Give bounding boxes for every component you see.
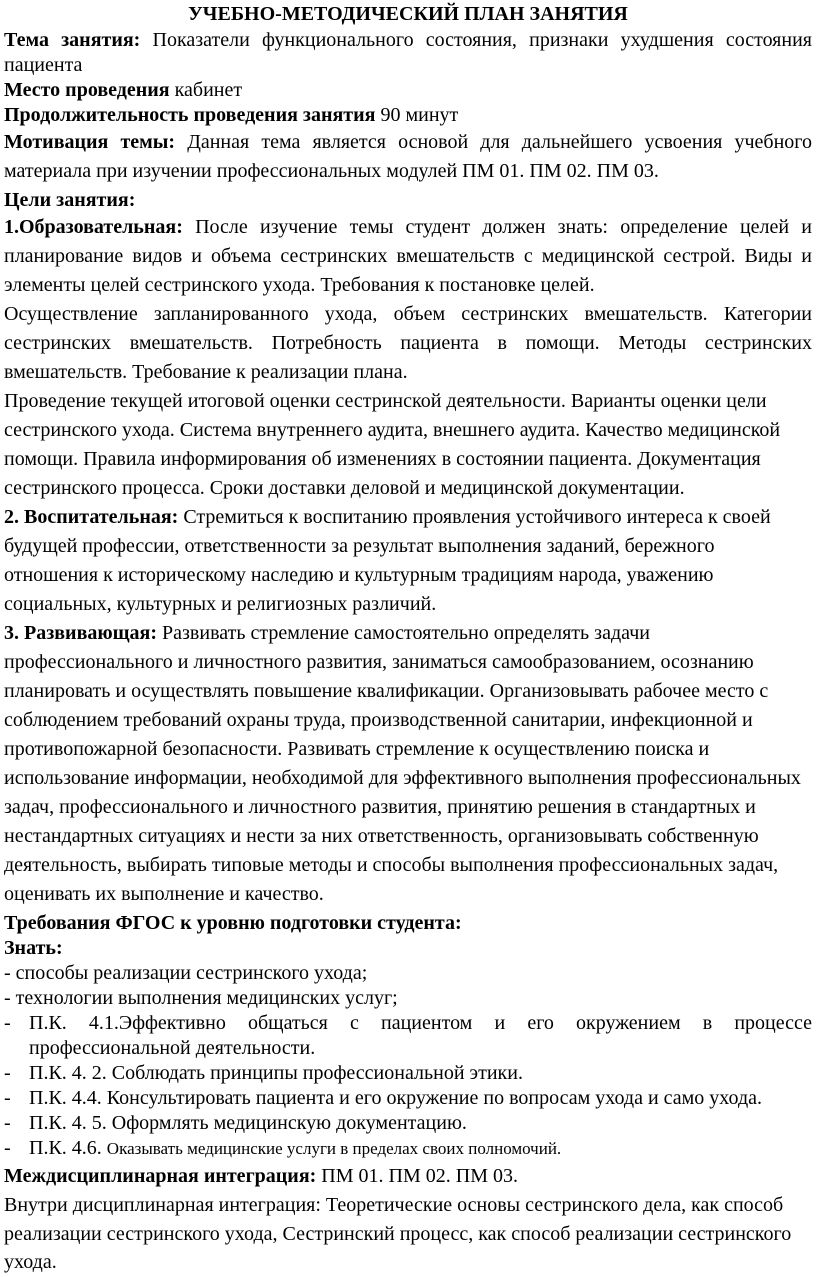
goals-heading: Цели занятия: (4, 189, 136, 211)
upbringing-value: Стремиться к воспитанию проявления устойчивого интереса к своей будущей профессии, ответственности за результат выполнения заданий, бережного отношения к историческому наследию и культурным традициям народа, уважению социальных, культурных и религиозных различий. (4, 506, 771, 615)
list-marker: - (4, 1137, 11, 1159)
competency-item (4, 1086, 812, 1111)
competency-text: П.К. 4.6. (29, 1137, 107, 1159)
motivation-paragraph (4, 128, 812, 186)
competency-text: П.К. 4.1.Эффективно общаться с пациентом и его окружением в процессе профессиональной деятельности. (29, 1012, 812, 1059)
developing-label: 3. Развивающая: (4, 622, 158, 644)
duration-paragraph (4, 103, 812, 128)
know-item: - способы реализации сестринского ухода; (4, 962, 368, 984)
competency-text: П.К. 4.4. Консультировать пациента и его окружение по вопросам ухода и само ухода. (29, 1087, 763, 1109)
educational-paragraph (4, 213, 812, 300)
competency-item (4, 1136, 812, 1161)
intradisciplinary-paragraph: Внутри дисциплинарная интеграция: Теоретические основы сестринского дела, как способ реализации сестринского ухода, Сестринский процесс, как способ реализации сестринского ухода. (4, 1194, 792, 1273)
competency-item (4, 1011, 812, 1061)
educational-paragraph-2: Осуществление запланированного ухода, объем сестринских вмешательств. Категории сестринских вмешательств. Потребность пациента в помощи. Методы сестринских вмешательств. Требование к реализации плана. (4, 303, 812, 383)
interdisciplinary-paragraph (4, 1164, 812, 1189)
upbringing-label: 2. Воспитательная: (4, 506, 179, 528)
competency-item (4, 1061, 812, 1086)
competency-text-small: Оказывать медицинские услуги в пределах своих полномочий. (106, 1139, 562, 1158)
know-heading: Знать: (4, 937, 63, 959)
list-marker: - (4, 1112, 11, 1134)
duration-value: 90 минут (375, 104, 459, 126)
topic-label: Тема занятия: (4, 29, 141, 51)
competency-list (4, 1011, 812, 1161)
place-label: Место проведения (4, 79, 170, 101)
developing-value: Развивать стремление самостоятельно определять задачи профессионального и личностного развития, заниматься самообразованием, осознанию планировать и осуществлять повышение квалификации. Организовывать рабочее место с соблюдением требований охраны труда, производственной санитарии, инфекционной и противопожарной безопасности. Развивать стремление к осуществлению поиска и использование информации, необходимой для эффективного выполнения профессиональных задач, профессионального и личностного развития, принятию решения в стандартных и нестандартных ситуациях и нести за них ответственность, организовывать собственную деятельность, выбирать типовые методы и способы выполнения профессиональных задач, оценивать их выполнение и качество. (4, 622, 801, 905)
know-item: - технологии выполнения медицинских услуг; (4, 987, 398, 1009)
upbringing-paragraph (4, 503, 812, 619)
interdisciplinary-value: ПМ 01. ПМ 02. ПМ 03. (316, 1165, 518, 1187)
developing-paragraph (4, 619, 812, 909)
fgos-heading: Требования ФГОС к уровню подготовки студента: (4, 912, 462, 934)
competency-text: П.К. 4. 2. Соблюдать принципы профессиональной этики. (29, 1062, 523, 1084)
list-marker: - (4, 1012, 11, 1034)
place-value: кабинет (169, 79, 243, 101)
motivation-label: Мотивация темы: (4, 131, 176, 153)
duration-label: Продолжительность проведения занятия (4, 104, 376, 126)
interdisciplinary-label: Междисциплинарная интеграция: (4, 1165, 317, 1187)
list-marker: - (4, 1087, 11, 1109)
educational-label: 1.Образовательная: (4, 216, 183, 238)
document-title: УЧЕБНО-МЕТОДИЧЕСКИЙ ПЛАН ЗАНЯТИЯ (188, 3, 628, 25)
competency-text: П.К. 4. 5. Оформлять медицинскую документацию. (29, 1112, 467, 1134)
topic-value: Показатели функционального состояния, признаки ухудшения состояния пациента (4, 29, 812, 76)
motivation-value: Данная тема является основой для дальнейшего усвоения учебного материала при изучении профессиональных модулей ПМ 01. ПМ 02. ПМ 03. (4, 131, 813, 182)
list-marker: - (4, 1062, 11, 1084)
educational-paragraph-3: Проведение текущей итоговой оценки сестринской деятельности. Варианты оценки цели сестринского ухода. Система внутреннего аудита, внешнего аудита. Качество медицинской помощи. Правила информирования об изменениях в состоянии пациента. Документация сестринского процесса. Сроки доставки деловой и медицинской документации. (4, 390, 781, 499)
competency-item (4, 1111, 812, 1136)
educational-value: После изучение темы студент должен знать: определение целей и планирование видов и объема сестринских вмешательств с медицинской сестрой. Виды и элементы целей сестринского ухода. Требования к постановке целей. (4, 216, 812, 296)
place-paragraph (4, 78, 812, 103)
topic-paragraph (4, 28, 812, 78)
